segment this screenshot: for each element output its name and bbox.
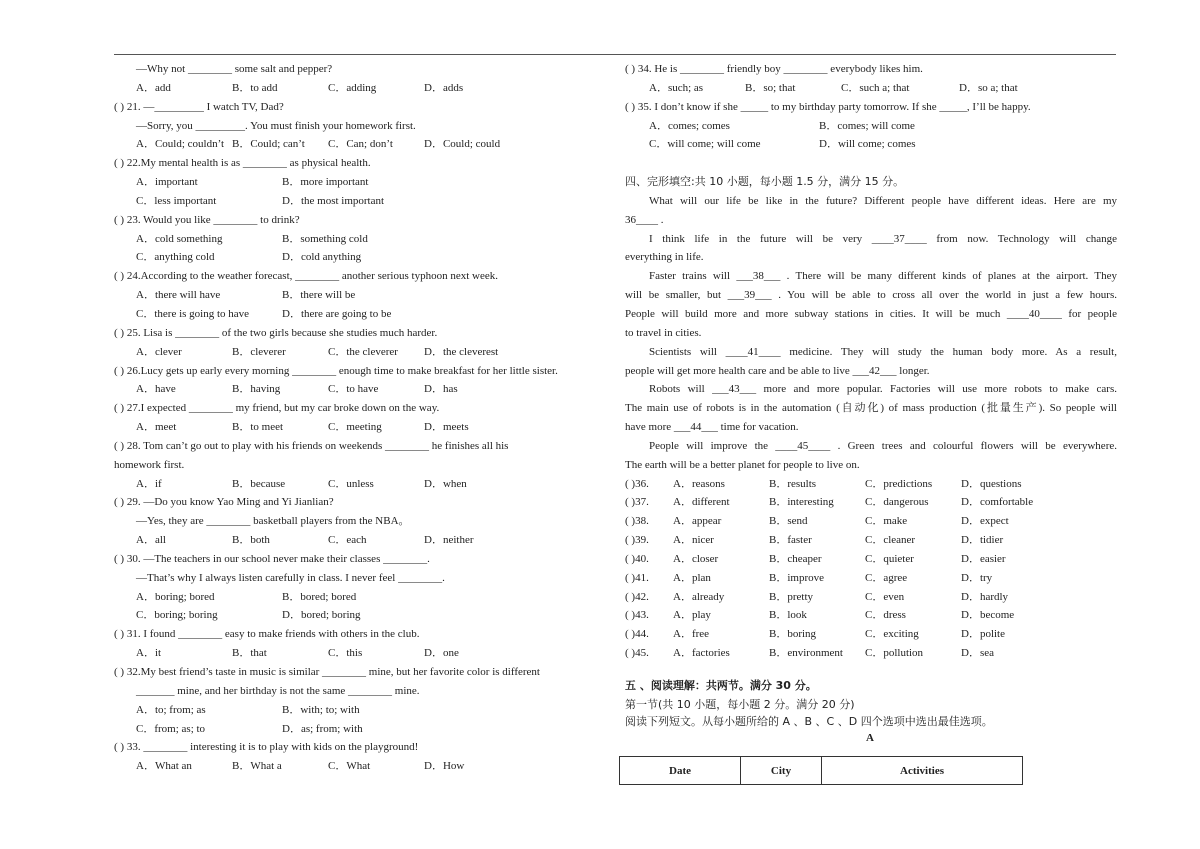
section-5-instructions: 阅读下列短文。从每小题所给的 A 、B 、C 、D 四个选项中选出最佳选项。 (625, 714, 993, 728)
table-header-date: Date (620, 757, 741, 785)
option: C．Can; don’t (328, 138, 393, 151)
section-4-title: 四、完形填空:共 10 小题，每小题 1.5 分，满分 15 分。 (625, 175, 905, 189)
option: C．quieter (865, 552, 914, 565)
option: D．comfortable (961, 496, 1034, 509)
option: C．What (328, 760, 371, 773)
question-line: ( ) 27.I expected ________ my friend, but my car broke down on the way. (114, 402, 440, 415)
option: D．How (424, 760, 465, 773)
option: A．comes; comes (649, 119, 730, 132)
option: B．comes; will come (819, 119, 915, 132)
option: A．it (136, 647, 162, 660)
option: D．Could; could (424, 138, 501, 151)
answer-options (114, 192, 604, 211)
question-line: _______ mine, and her birthday is not the same ________ mine. (136, 684, 420, 697)
question-line: —Sorry, you _________. You must finish your homework first. (136, 119, 416, 132)
answer-options (114, 531, 604, 550)
option: C．from; as; to (136, 722, 206, 735)
question-line: homework first. (114, 458, 185, 471)
option: A．meet (136, 421, 177, 434)
answer-options (114, 343, 604, 362)
option: D．as; from; with (282, 722, 363, 735)
cloze-question (625, 493, 1117, 512)
option: D．will come; comes (819, 138, 916, 151)
passage-line: I think life in the future will be very ____37____ from now. Technology will change (649, 232, 1117, 245)
question-line: ( ) 31. I found ________ easy to make friends with others in the club. (114, 628, 420, 641)
answer-options (114, 701, 604, 720)
option: A．add (136, 81, 171, 94)
answer-options (114, 720, 604, 739)
cloze-passage (625, 192, 1117, 475)
question-34: ( ) 34. He is ________ friendly boy ________ everybody likes him. (625, 63, 923, 75)
answer-options (114, 305, 604, 324)
option: D．become (961, 609, 1015, 622)
question-line: ( ) 21. —_________ I watch TV, Dad? (114, 100, 284, 113)
question-line: ( ) 24.According to the weather forecast, ________ another serious typhoon next week. (114, 270, 498, 283)
activities-table (619, 756, 1023, 785)
question-34-options (625, 79, 1117, 98)
section-5-title: 五 、阅读理解：共两节。满分 30 分。 (625, 679, 817, 692)
question-35-options (625, 117, 1117, 136)
question-line: ( ) 22.My mental health is as ________ as physical health. (114, 157, 371, 170)
option: C．the cleverer (328, 345, 398, 358)
cloze-question (625, 512, 1117, 531)
option: A．closer (673, 552, 719, 565)
option: C．such a; that (841, 81, 910, 94)
question-line: ( ) 33. ________ interesting it is to play with kids on the playground! (114, 741, 419, 754)
option: A．different (673, 496, 730, 509)
option: C．boring; boring (136, 609, 218, 622)
answer-options (114, 644, 604, 663)
option: C．will come; will come (649, 138, 761, 151)
option: D．the cleverest (424, 345, 499, 358)
passage-line: Robots will ___43___ more and more popular. Factories will use more robots to make cars. (649, 383, 1117, 396)
cloze-question (625, 475, 1117, 494)
passage-line: Faster trains will ___38___ . There will be many different kinds of planes at the airport. They (649, 270, 1117, 283)
option: D．sea (961, 647, 994, 660)
cloze-options (625, 475, 1117, 663)
option: A．play (673, 609, 711, 622)
option: C．dress (865, 609, 906, 622)
section-5-subtitle: 第一节(共 10 小题，每小题 2 分。满分 20 分) (625, 697, 855, 711)
option: C．each (328, 534, 367, 547)
option: D．bored; boring (282, 609, 361, 622)
option: B．environment (769, 647, 843, 660)
option: B．look (769, 609, 807, 622)
option: A．Could; couldn’t (136, 138, 225, 151)
passage-line: Scientists will ____41____ medicine. They will study the human body more. As a result, (649, 345, 1117, 358)
option: A．have (136, 383, 176, 396)
cloze-question (625, 625, 1117, 644)
option: D．the most important (282, 194, 385, 207)
question-number: ( )44. (625, 628, 649, 641)
option: B．to add (232, 81, 278, 94)
option: D．one (424, 647, 459, 660)
question-line: ( ) 23. Would you like ________ to drink? (114, 213, 300, 226)
answer-options (114, 588, 604, 607)
cloze-question (625, 569, 1117, 588)
option: A．if (136, 477, 162, 490)
option: B．with; to; with (282, 703, 360, 716)
option: B．more important (282, 176, 369, 189)
option: B．send (769, 515, 808, 528)
option: D．expect (961, 515, 1009, 528)
cloze-question (625, 606, 1117, 625)
table-header-activities: Activities (822, 757, 1023, 785)
option: B．there will be (282, 289, 356, 302)
option: C．agree (865, 571, 908, 584)
option: B．improve (769, 571, 824, 584)
option: B．to meet (232, 421, 284, 434)
answer-options (114, 418, 604, 437)
answer-options (114, 79, 604, 98)
option: A．plan (673, 571, 711, 584)
answer-options (114, 173, 604, 192)
option: C．cleaner (865, 534, 916, 547)
question-line: —Why not ________ some salt and pepper? (136, 63, 333, 75)
option: C．there is going to have (136, 307, 250, 320)
option: C．less important (136, 194, 217, 207)
option: A．already (673, 590, 725, 603)
passage-line: 36____ . (625, 213, 664, 226)
question-line: ( ) 28. Tom can’t go out to play with his friends on weekends ________ he finishes all his (114, 439, 509, 452)
answer-options (114, 475, 604, 494)
cloze-question (625, 531, 1117, 550)
option: B．cheaper (769, 552, 822, 565)
option: C．dangerous (865, 496, 929, 509)
cloze-question (625, 588, 1117, 607)
passage-line: What will our life be like in the future? Different people have different ideas. Here are my (649, 194, 1117, 207)
passage-label: A (866, 731, 874, 744)
option: A．free (673, 628, 710, 641)
option: B．that (232, 647, 267, 660)
question-line: ( ) 29. —Do you know Yao Ming and Yi Jianlian? (114, 496, 334, 509)
question-line: ( ) 25. Lisa is ________ of the two girls because she studies much harder. (114, 326, 438, 339)
question-number: ( )39. (625, 534, 649, 547)
option: A．cold something (136, 232, 223, 245)
option: B．both (232, 534, 270, 547)
passage-line: people will get more health care and be able to live ___42___ longer. (625, 364, 930, 377)
question-line: ( ) 30. —The teachers in our school never make their classes ________. (114, 552, 430, 565)
option: D．tidier (961, 534, 1004, 547)
option: D．so a; that (959, 81, 1018, 94)
table-header-city: City (741, 757, 822, 785)
question-number: ( )41. (625, 571, 649, 584)
question-line: ( ) 32.My best friend’s taste in music is similar ________ mine, but her favorite color is different (114, 666, 540, 678)
option: D．questions (961, 477, 1022, 490)
option: D．neither (424, 534, 474, 547)
answer-options (114, 757, 604, 776)
option: C．exciting (865, 628, 919, 641)
passage-line: The earth will be a better planet for people to live on. (625, 458, 860, 471)
passage-line: have more ___44___ time for vacation. (625, 421, 799, 434)
option: C．anything cold (136, 251, 215, 264)
question-35-options (625, 135, 1117, 154)
option: B．results (769, 477, 817, 490)
question-number: ( )36. (625, 477, 649, 490)
right-column (625, 60, 1117, 746)
answer-options (114, 606, 604, 625)
option: A．factories (673, 647, 730, 660)
option: B．interesting (769, 496, 834, 509)
option: C．make (865, 515, 908, 528)
option: D．try (961, 571, 993, 584)
question-line: —That’s why I always listen carefully in class. I never feel ________. (136, 571, 445, 584)
question-35: ( ) 35. I don’t know if she _____ to my birthday party tomorrow. If she _____, I’ll be happy. (625, 100, 1031, 113)
option: B．Could; can’t (232, 138, 305, 151)
answer-options (114, 230, 604, 249)
option: D．hardly (961, 590, 1009, 603)
cloze-question (625, 550, 1117, 569)
answer-options (114, 248, 604, 267)
option: D．when (424, 477, 467, 490)
option: D．there are going to be (282, 307, 392, 320)
question-number: ( )37. (625, 496, 649, 509)
option: A．there will have (136, 289, 221, 302)
passage-line: to travel in cities. (625, 326, 702, 339)
option: A．all (136, 534, 166, 547)
option: A．appear (673, 515, 722, 528)
question-number: ( )43. (625, 609, 649, 622)
option: B．boring (769, 628, 817, 641)
option: B．bored; bored (282, 590, 357, 603)
option: D．polite (961, 628, 1005, 641)
option: C．this (328, 647, 363, 660)
option: A．clever (136, 345, 182, 358)
passage-line: will be smaller, but ___39___ . You will be able to cross all over the world in just a few hours. (625, 289, 1117, 302)
option: A．to; from; as (136, 703, 206, 716)
answer-options (114, 380, 604, 399)
option: C．unless (328, 477, 374, 490)
option: C．adding (328, 81, 377, 94)
option: A．reasons (673, 477, 725, 490)
option: B．What a (232, 760, 282, 773)
option: B．something cold (282, 232, 368, 245)
option: A．What an (136, 760, 192, 773)
option: D．adds (424, 81, 464, 94)
option: C．meeting (328, 421, 382, 434)
option: C．predictions (865, 477, 933, 490)
passage-line: People will improve the ____45____ . Green trees and colourful flowers will be everywhere. (649, 439, 1117, 452)
option: C．even (865, 590, 905, 603)
option: A．boring; bored (136, 590, 215, 603)
option: A．such; as (649, 81, 704, 94)
option: C．pollution (865, 647, 924, 660)
question-number: ( )45. (625, 647, 649, 660)
option: B．having (232, 383, 281, 396)
option: B．so; that (745, 81, 796, 94)
option: D．has (424, 383, 458, 396)
passage-line: People will build more and more subway stations in cities. It will be much ____40____ for people (625, 307, 1117, 320)
option: A．important (136, 176, 198, 189)
question-number: ( )42. (625, 590, 649, 603)
option: D．cold anything (282, 251, 362, 264)
option: B．because (232, 477, 286, 490)
option: D．meets (424, 421, 469, 434)
answer-options (114, 286, 604, 305)
question-number: ( )38. (625, 515, 649, 528)
option: C．to have (328, 383, 379, 396)
cloze-question (625, 644, 1117, 663)
option: D．easier (961, 552, 1006, 565)
question-number: ( )40. (625, 552, 649, 565)
answer-options (114, 135, 604, 154)
passage-line: everything in life. (625, 251, 704, 264)
option: B．cleverer (232, 345, 286, 358)
left-column (114, 60, 604, 776)
passage-line: The main use of robots is in the automation (自动化) of mass production (批量生产). So people will (625, 402, 1117, 415)
option: A．nicer (673, 534, 714, 547)
option: B．pretty (769, 590, 813, 603)
top-rule (114, 54, 1116, 55)
question-line: ( ) 26.Lucy gets up early every morning ________ enough time to make breakfast for her little sister. (114, 364, 558, 377)
option: B．faster (769, 534, 812, 547)
question-line: —Yes, they are ________ basketball players from the NBA。 (136, 515, 410, 528)
